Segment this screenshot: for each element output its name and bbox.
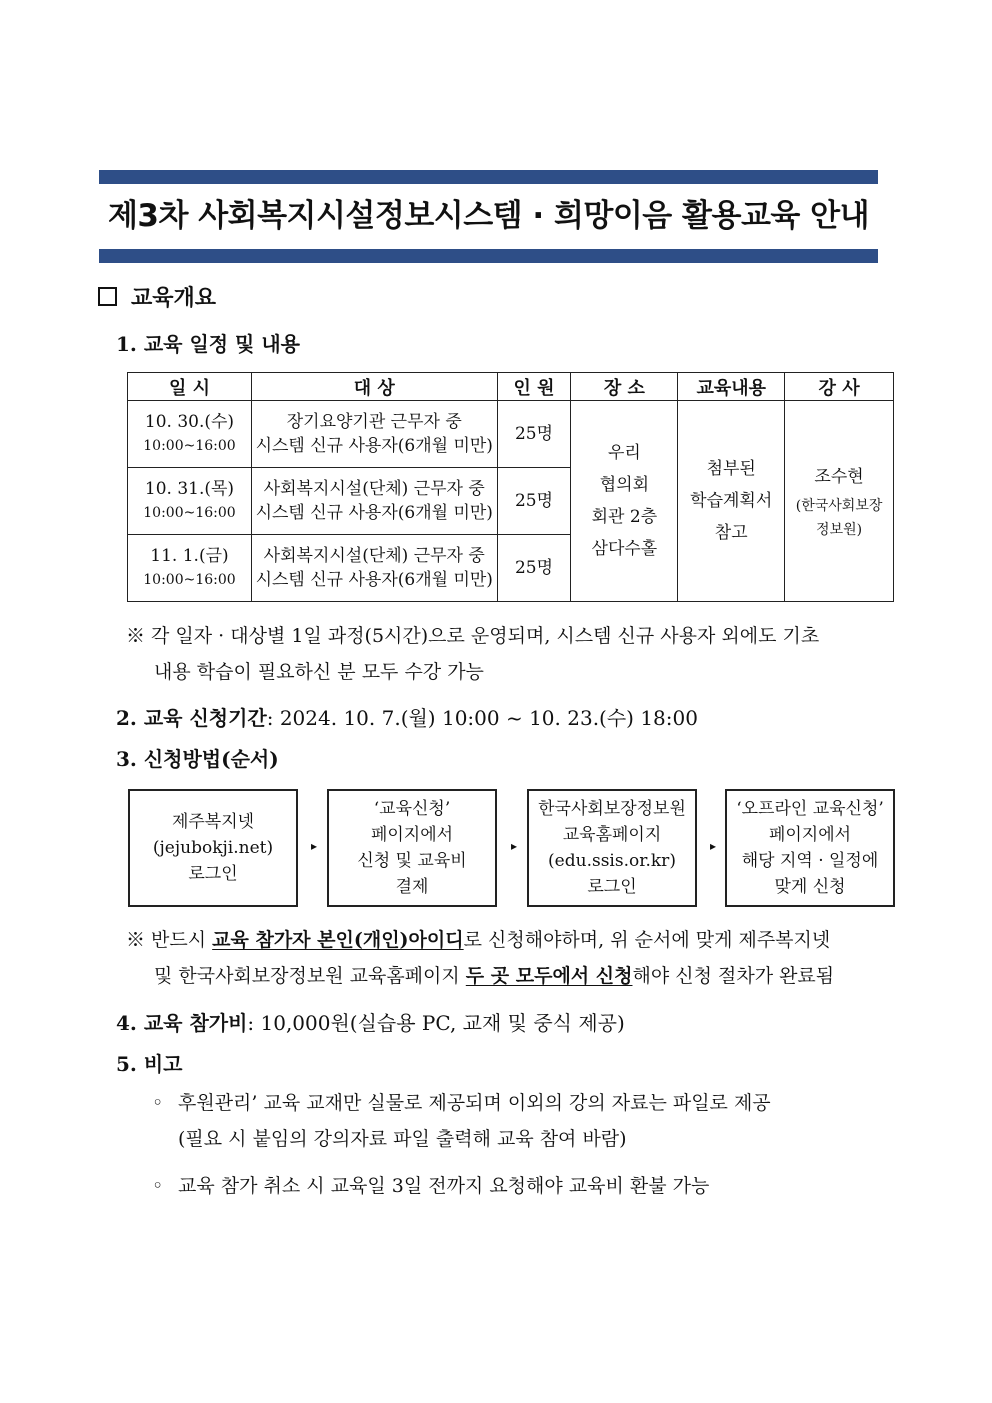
content-cell: 첨부된 학습계획서 참고	[678, 401, 785, 602]
flow-step: ‘교육신청’ 페이지에서 신청 및 교육비 결제	[327, 789, 497, 907]
flow-step: ‘오프라인 교육신청’ 페이지에서 해당 지역 · 일정에 맞게 신청	[725, 789, 895, 907]
heading-application-method: 3. 신청방법(순서)	[116, 747, 279, 771]
header-count: 인 원	[497, 373, 571, 401]
target-cell: 사회복지시설(단체) 근무자 중 시스템 신규 사용자(6개월 미만)	[251, 535, 497, 602]
bullet-icon: ◦	[152, 1175, 164, 1197]
table-row	[128, 401, 894, 468]
date-cell: 10. 30.(수) 10:00~16:00	[128, 401, 252, 468]
section-label: 교육개요	[131, 285, 217, 311]
section-heading	[98, 281, 216, 312]
schedule-note: ※ 각 일자 · 대상별 1일 과정(5시간)으로 운영되며, 시스템 신규 사용자 외에도 기초 내용 학습이 필요하신 분 모두 수강 가능	[126, 625, 820, 683]
header-date: 일 시	[128, 373, 252, 401]
heading-schedule: 1. 교육 일정 및 내용	[116, 332, 300, 356]
title-bar-top	[99, 170, 878, 184]
date-cell: 11. 1.(금) 10:00~16:00	[128, 535, 252, 602]
header-target: 대 상	[251, 373, 497, 401]
remark-item: ◦ 교육 참가 취소 시 교육일 3일 전까지 요청해야 교육비 환불 가능	[152, 1168, 709, 1204]
title-bar-bottom	[99, 249, 878, 263]
heading-fee: 4. 교육 참가비: 10,000원(실습용 PC, 교재 및 중식 제공)	[116, 1011, 625, 1035]
count-cell: 25명	[497, 401, 571, 468]
arrow-right-icon: ▸	[710, 839, 717, 853]
header-place: 장 소	[571, 373, 678, 401]
target-cell: 사회복지시설(단체) 근무자 중 시스템 신규 사용자(6개월 미만)	[251, 468, 497, 535]
date-cell: 10. 31.(목) 10:00~16:00	[128, 468, 252, 535]
remark-item: ◦ 후원관리’ 교육 교재만 실물로 제공되며 이외의 강의 자료는 파일로 제공 (필요 시 붙임의 강의자료 파일 출력해 교육 참여 바람)	[152, 1085, 771, 1157]
header-lecturer: 강 사	[785, 373, 894, 401]
header-content: 교육내용	[678, 373, 785, 401]
bullet-icon: ◦	[152, 1092, 164, 1114]
arrow-right-icon: ▸	[511, 839, 518, 853]
checkbox-square-icon	[98, 287, 117, 306]
arrow-right-icon: ▸	[311, 839, 318, 853]
application-flow	[0, 789, 992, 909]
schedule-table	[127, 372, 894, 602]
place-cell: 우리 협의회 회관 2층 삼다수홀	[571, 401, 678, 602]
heading-remarks: 5. 비고	[116, 1052, 183, 1076]
flow-step: 제주복지넷 (jejubokji.net) 로그인	[128, 789, 298, 907]
lecturer-cell: 조수현 (한국사회보장 정보원)	[785, 401, 894, 602]
heading-application-period: 2. 교육 신청기간: 2024. 10. 7.(월) 10:00 ~ 10. 23.(수) 18:00	[116, 706, 698, 730]
target-cell: 장기요양기관 근무자 중 시스템 신규 사용자(6개월 미만)	[251, 401, 497, 468]
table-header-row	[128, 373, 894, 401]
count-cell: 25명	[497, 535, 571, 602]
flow-step: 한국사회보장정보원 교육홈페이지 (edu.ssis.or.kr) 로그인	[527, 789, 697, 907]
page-title: 제3차 사회복지시설정보시스템 · 희망이음 활용교육 안내	[107, 198, 870, 234]
count-cell: 25명	[497, 468, 571, 535]
application-note: ※ 반드시 교육 참가자 본인(개인)아이디로 신청해야하며, 위 순서에 맞게 제주복지넷 및 한국사회보장정보원 교육홈페이지 두 곳 모두에서 신청해야 신청 절차가 완료됨	[126, 929, 835, 987]
